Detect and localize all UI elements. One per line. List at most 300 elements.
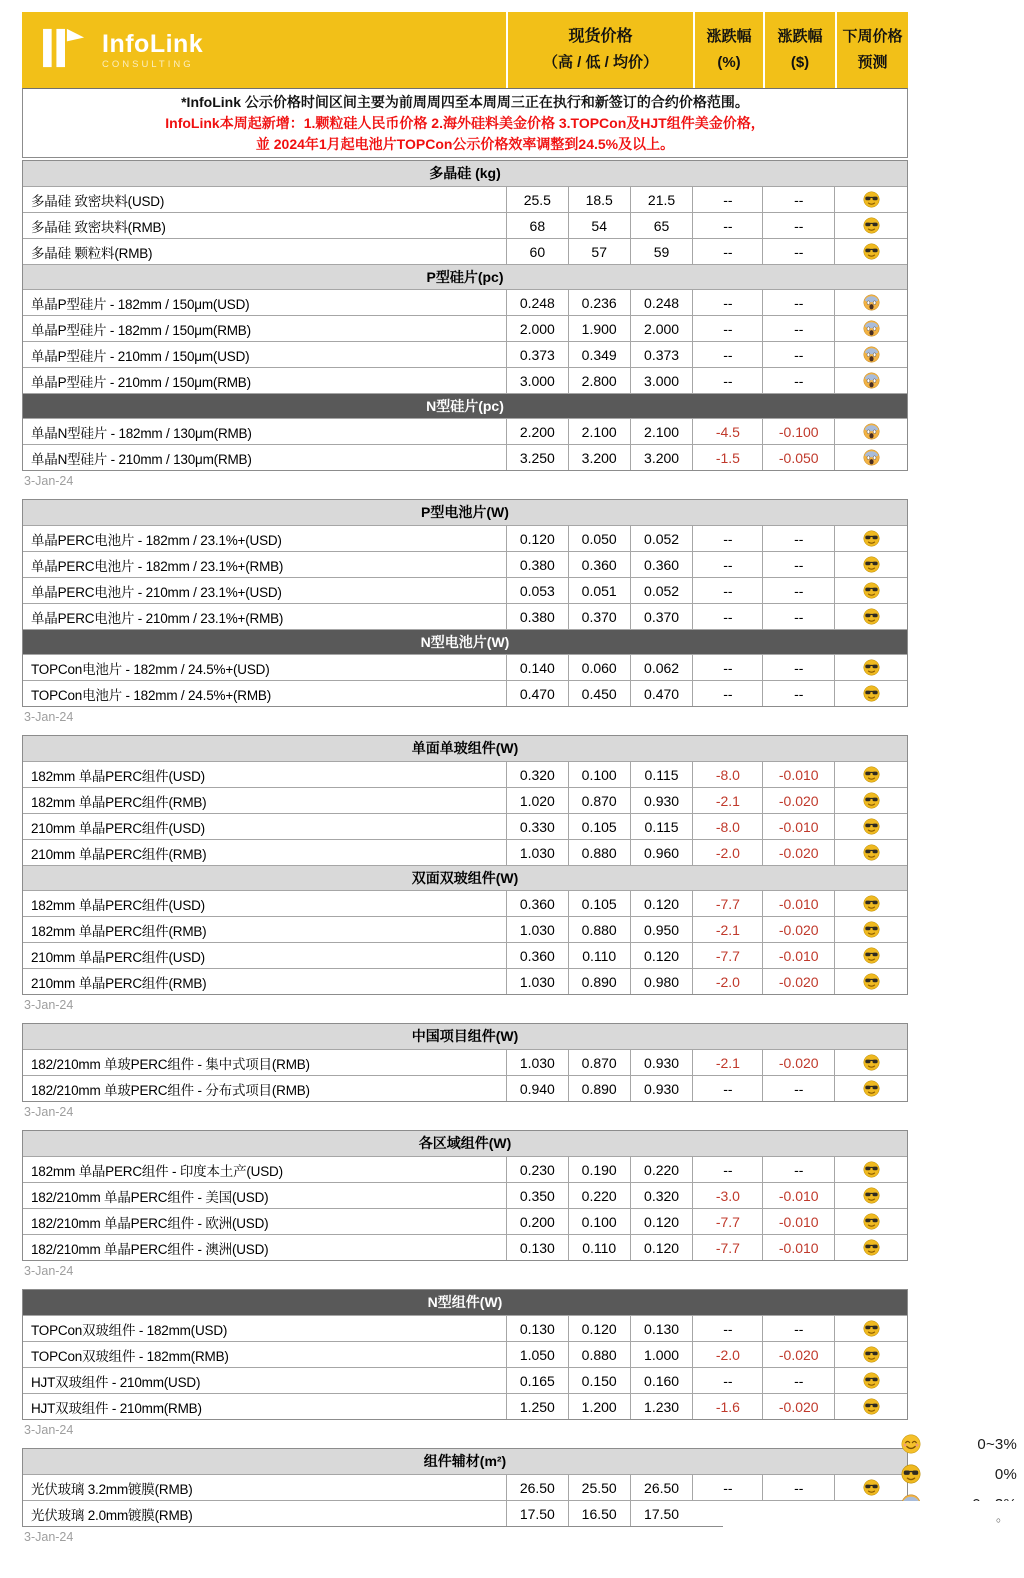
change-usd-cell: -0.010: [762, 1183, 834, 1208]
forecast-cell: [834, 604, 907, 629]
price-high-cell: 1.050: [506, 1342, 568, 1367]
product-label-cell: HJT双玻组件 - 210mm(RMB): [31, 1400, 202, 1416]
change-pct-cell: --: [692, 1368, 762, 1393]
product-label-cell: 单晶N型硅片 - 210mm / 130μm(RMB): [31, 451, 252, 467]
sunglasses-emoji-icon: [863, 530, 880, 547]
change-pct-cell: --: [692, 213, 762, 238]
price-low-cell: 0.880: [568, 840, 630, 865]
notice-line: 並 2024年1月起电池片TOPCon公示价格效率调整到24.5%及以上。: [255, 136, 675, 152]
price-avg-cell: 0.115: [630, 814, 693, 839]
product-label-cell: 单晶PERC电池片 - 210mm / 23.1%+(RMB): [31, 610, 284, 626]
table-row: [23, 212, 907, 238]
product-label-cell: HJT双玻组件 - 210mm(USD): [31, 1374, 201, 1390]
change-pct-cell: -8.0: [692, 814, 762, 839]
table-row: [23, 1049, 907, 1075]
change-usd-cell: -0.020: [762, 840, 834, 865]
price-avg-cell: 26.50: [630, 1475, 693, 1500]
product-label-cell: 210mm 单晶PERC组件(RMB): [31, 975, 207, 991]
price-avg-cell: 0.373: [630, 342, 693, 367]
change-usd-cell: --: [762, 578, 834, 603]
group-date-label: 3-Jan-24: [24, 1105, 74, 1119]
product-label-cell: 单晶PERC电池片 - 182mm / 23.1%+(RMB): [31, 558, 284, 574]
change-pct-cell: -2.0: [692, 840, 762, 865]
scream-emoji-icon: [863, 294, 880, 311]
change-usd-cell: -0.050: [762, 445, 834, 470]
price-high-cell: 0.165: [506, 1368, 568, 1393]
price-avg-cell: 0.470: [630, 681, 693, 706]
change-pct-cell: -2.1: [692, 1050, 762, 1075]
forecast-cell: [834, 840, 907, 865]
section-header: 单面单玻组件(W): [23, 736, 907, 761]
sunglasses-emoji-icon: [863, 766, 880, 783]
table-row: [23, 916, 907, 942]
price-avg-cell: 0.052: [630, 578, 693, 603]
forecast-cell: [834, 1394, 907, 1419]
group-date-label: 3-Jan-24: [24, 1530, 74, 1544]
forecast-cell: [834, 419, 907, 444]
product-label-cell: TOPCon双玻组件 - 182mm(RMB): [31, 1348, 229, 1364]
forecast-cell: [834, 1050, 907, 1075]
change-usd-cell: --: [762, 552, 834, 577]
price-high-cell: 0.053: [506, 578, 568, 603]
price-table-group: [22, 160, 908, 471]
change-usd-cell: --: [762, 1157, 834, 1182]
group-date-label: 3-Jan-24: [24, 474, 74, 488]
forecast-cell: [834, 1342, 907, 1367]
product-label-cell: 光伏玻璃 2.0mm镀膜(RMB): [31, 1507, 193, 1523]
price-avg-cell: 0.370: [630, 604, 693, 629]
price-high-cell: 0.248: [506, 290, 568, 315]
table-row: [23, 680, 907, 706]
watermark-dot: 。: [995, 1509, 1009, 1524]
change-usd-cell: --: [762, 526, 834, 551]
legend-label: 0%: [994, 1465, 1017, 1483]
table-row: [23, 341, 907, 367]
price-avg-cell: 0.120: [630, 1209, 693, 1234]
change-usd-cell: --: [762, 681, 834, 706]
price-avg-cell: 0.360: [630, 552, 693, 577]
forecast-cell: [834, 239, 907, 264]
price-low-cell: 2.800: [568, 368, 630, 393]
table-row: [23, 186, 907, 212]
price-avg-cell: 0.930: [630, 788, 693, 813]
sunglasses-emoji-icon: [863, 973, 880, 990]
price-avg-cell: 0.120: [630, 891, 693, 916]
price-low-cell: 0.060: [568, 655, 630, 680]
change-usd-cell: -0.020: [762, 788, 834, 813]
forecast-cell: [834, 917, 907, 942]
price-low-cell: 0.120: [568, 1316, 630, 1341]
price-high-cell: 0.940: [506, 1076, 568, 1101]
table-row: [23, 525, 907, 551]
product-label-cell: 单晶P型硅片 - 182mm / 150μm(USD): [31, 296, 250, 312]
forecast-cell: [834, 681, 907, 706]
price-low-cell: 0.100: [568, 1209, 630, 1234]
sunglasses-emoji-icon: [863, 608, 880, 625]
price-low-cell: 0.360: [568, 552, 630, 577]
change-pct-cell: -7.7: [692, 1235, 762, 1260]
legend-label: 0~3%: [977, 1435, 1017, 1453]
brand-name: InfoLink: [102, 29, 204, 58]
brand-logo: [22, 12, 506, 88]
sunglasses-emoji-icon: [863, 243, 880, 260]
price-low-cell: 1.200: [568, 1394, 630, 1419]
forecast-cell: [834, 1209, 907, 1234]
forecast-cell: [834, 1316, 907, 1341]
change-pct-cell: --: [692, 368, 762, 393]
price-avg-cell: 59: [630, 239, 693, 264]
change-usd-cell: -0.020: [762, 1050, 834, 1075]
forecast-cell: [834, 1235, 907, 1260]
sunglasses-emoji-icon: [863, 921, 880, 938]
section-header: N型组件(W): [23, 1290, 907, 1315]
change-pct-cell: --: [692, 1157, 762, 1182]
brand-subtitle: CONSULTING: [102, 58, 194, 70]
scream-emoji-icon: [863, 346, 880, 363]
scream-emoji-icon: [863, 372, 880, 389]
product-label-cell: 182mm 单晶PERC组件 - 印度本土产(USD): [31, 1163, 283, 1179]
change-pct-cell: -3.0: [692, 1183, 762, 1208]
price-avg-cell: 0.950: [630, 917, 693, 942]
forecast-cell: [834, 526, 907, 551]
price-high-cell: 0.200: [506, 1209, 568, 1234]
table-row: [23, 761, 907, 787]
product-label-cell: 多晶硅 致密块料(RMB): [31, 219, 166, 235]
price-high-cell: 60: [506, 239, 568, 264]
column-header-change-pct: 涨跌幅 (%): [693, 12, 763, 88]
price-avg-cell: 0.320: [630, 1183, 693, 1208]
change-pct-cell: --: [692, 316, 762, 341]
forecast-cell: [834, 762, 907, 787]
price-avg-cell: 0.115: [630, 762, 693, 787]
price-high-cell: 0.380: [506, 552, 568, 577]
price-high-cell: 0.330: [506, 814, 568, 839]
price-table-group: [22, 1448, 1009, 1527]
sunglasses-emoji-icon: [863, 947, 880, 964]
change-usd-cell: --: [762, 655, 834, 680]
price-high-cell: 0.320: [506, 762, 568, 787]
table-row: [23, 367, 907, 393]
table-row: [23, 603, 907, 629]
price-table-group: [22, 1023, 908, 1102]
product-label-cell: 182/210mm 单晶PERC组件 - 澳洲(USD): [31, 1241, 269, 1257]
price-high-cell: 26.50: [506, 1475, 568, 1500]
price-high-cell: 1.030: [506, 917, 568, 942]
price-avg-cell: 1.230: [630, 1394, 693, 1419]
price-low-cell: 25.50: [568, 1475, 630, 1500]
table-row: [23, 315, 907, 341]
price-low-cell: 0.220: [568, 1183, 630, 1208]
forecast-cell: [834, 788, 907, 813]
price-high-cell: 3.250: [506, 445, 568, 470]
change-pct-cell: -1.6: [692, 1394, 762, 1419]
price-avg-cell: 0.160: [630, 1368, 693, 1393]
price-avg-cell: 0.130: [630, 1316, 693, 1341]
price-avg-cell: 0.930: [630, 1076, 693, 1101]
price-avg-cell: 0.248: [630, 290, 693, 315]
change-pct-cell: -2.0: [692, 1342, 762, 1367]
price-avg-cell: 2.000: [630, 316, 693, 341]
price-low-cell: 0.880: [568, 917, 630, 942]
price-high-cell: 68: [506, 213, 568, 238]
product-label-cell: TOPCon电池片 - 182mm / 24.5%+(USD): [31, 661, 270, 677]
price-high-cell: 0.230: [506, 1157, 568, 1182]
sunglasses-emoji-icon: [901, 1464, 921, 1484]
price-low-cell: 16.50: [568, 1501, 630, 1526]
section-header: 各区域组件(W): [23, 1131, 907, 1156]
section-header: P型硅片(pc): [23, 264, 907, 289]
change-pct-cell: --: [692, 1316, 762, 1341]
price-low-cell: 0.890: [568, 1076, 630, 1101]
section-header: 组件辅材(m²): [23, 1449, 907, 1474]
sunglasses-emoji-icon: [863, 582, 880, 599]
price-high-cell: 1.030: [506, 969, 568, 994]
price-avg-cell: 0.980: [630, 969, 693, 994]
change-usd-cell: -0.010: [762, 943, 834, 968]
product-label-cell: TOPCon双玻组件 - 182mm(USD): [31, 1322, 228, 1338]
product-label-cell: 多晶硅 致密块料(USD): [31, 193, 165, 209]
price-low-cell: 0.050: [568, 526, 630, 551]
sunglasses-emoji-icon: [863, 1346, 880, 1363]
group-date-label: 3-Jan-24: [24, 998, 74, 1012]
price-high-cell: 0.120: [506, 526, 568, 551]
price-high-cell: 0.140: [506, 655, 568, 680]
price-high-cell: 1.030: [506, 1050, 568, 1075]
sunglasses-emoji-icon: [863, 556, 880, 573]
change-pct-cell: -7.7: [692, 943, 762, 968]
table-row: [23, 1156, 907, 1182]
price-low-cell: 0.349: [568, 342, 630, 367]
change-usd-cell: --: [762, 1368, 834, 1393]
price-high-cell: 0.360: [506, 891, 568, 916]
change-usd-cell: --: [762, 1316, 834, 1341]
change-pct-cell: --: [692, 290, 762, 315]
change-usd-cell: --: [762, 187, 834, 212]
change-pct-cell: -7.7: [692, 1209, 762, 1234]
price-low-cell: 0.236: [568, 290, 630, 315]
section-header: N型电池片(W): [23, 629, 907, 654]
table-row: [23, 839, 907, 865]
change-usd-cell: -0.010: [762, 891, 834, 916]
scream-emoji-icon: [863, 423, 880, 440]
change-pct-cell: -8.0: [692, 762, 762, 787]
price-low-cell: 0.110: [568, 943, 630, 968]
forecast-cell: [834, 342, 907, 367]
price-low-cell: 57: [568, 239, 630, 264]
sunglasses-emoji-icon: [863, 1398, 880, 1415]
section-header: 双面双玻组件(W): [23, 865, 907, 890]
price-high-cell: 0.360: [506, 943, 568, 968]
product-label-cell: 210mm 单晶PERC组件(USD): [31, 949, 205, 965]
table-row: [23, 238, 907, 264]
sunglasses-emoji-icon: [863, 1479, 880, 1496]
change-usd-cell: -0.100: [762, 419, 834, 444]
change-usd-cell: -0.020: [762, 1342, 834, 1367]
legend-item: [901, 1433, 1017, 1455]
forecast-cell: [834, 1076, 907, 1101]
section-header: P型电池片(W): [23, 500, 907, 525]
change-usd-cell: -0.020: [762, 1394, 834, 1419]
price-avg-cell: 3.200: [630, 445, 693, 470]
product-label-cell: 210mm 单晶PERC组件(RMB): [31, 846, 207, 862]
price-avg-cell: 1.000: [630, 1342, 693, 1367]
product-label-cell: 182/210mm 单玻PERC组件 - 分布式项目(RMB): [31, 1082, 310, 1098]
price-avg-cell: 3.000: [630, 368, 693, 393]
forecast-cell: [834, 445, 907, 470]
table-row: [23, 1341, 907, 1367]
product-label-cell: 光伏玻璃 3.2mm镀膜(RMB): [31, 1481, 193, 1497]
change-pct-cell: -2.0: [692, 969, 762, 994]
forecast-cell: [834, 1475, 907, 1500]
sunglasses-emoji-icon: [863, 792, 880, 809]
price-avg-cell: 0.960: [630, 840, 693, 865]
table-row: [23, 1393, 907, 1419]
price-sheet: [22, 12, 1009, 1555]
price-low-cell: 0.150: [568, 1368, 630, 1393]
price-high-cell: 0.130: [506, 1235, 568, 1260]
price-low-cell: 2.100: [568, 419, 630, 444]
forecast-cell: [834, 1157, 907, 1182]
price-low-cell: 0.880: [568, 1342, 630, 1367]
price-avg-cell: 0.062: [630, 655, 693, 680]
change-usd-cell: --: [762, 1475, 834, 1500]
forecast-cell: [834, 578, 907, 603]
change-pct-cell: -1.5: [692, 445, 762, 470]
price-high-cell: 0.470: [506, 681, 568, 706]
product-label-cell: 182/210mm 单晶PERC组件 - 美国(USD): [31, 1189, 269, 1205]
section-header: 中国项目组件(W): [23, 1024, 907, 1049]
legend-item: [901, 1463, 1017, 1485]
sunglasses-emoji-icon: [863, 1320, 880, 1337]
product-label-cell: 182mm 单晶PERC组件(USD): [31, 768, 205, 784]
change-usd-cell: -0.010: [762, 814, 834, 839]
change-usd-cell: --: [762, 316, 834, 341]
table-row: [23, 418, 907, 444]
column-header-forecast: 下周价格 预测: [835, 12, 908, 88]
change-pct-cell: -2.1: [692, 917, 762, 942]
forecast-cell: [834, 1368, 907, 1393]
change-pct-cell: --: [692, 239, 762, 264]
table-row: [23, 968, 907, 994]
change-pct-cell: --: [692, 552, 762, 577]
price-low-cell: 0.051: [568, 578, 630, 603]
change-pct-cell: --: [692, 187, 762, 212]
product-label-cell: 182/210mm 单晶PERC组件 - 欧洲(USD): [31, 1215, 269, 1231]
change-usd-cell: --: [762, 342, 834, 367]
change-pct-cell: --: [692, 681, 762, 706]
price-high-cell: 1.250: [506, 1394, 568, 1419]
section-header: 多晶硅 (kg): [23, 161, 907, 186]
change-pct-cell: -7.7: [692, 891, 762, 916]
price-avg-cell: 0.120: [630, 1235, 693, 1260]
price-avg-cell: 21.5: [630, 187, 693, 212]
scream-emoji-icon: [863, 449, 880, 466]
price-high-cell: 25.5: [506, 187, 568, 212]
table-row: [23, 289, 907, 315]
change-pct-cell: -4.5: [692, 419, 762, 444]
group-date-label: 3-Jan-24: [24, 1423, 74, 1437]
price-high-cell: 3.000: [506, 368, 568, 393]
sunglasses-emoji-icon: [863, 1054, 880, 1071]
forecast-cell: [834, 213, 907, 238]
change-usd-cell: --: [762, 239, 834, 264]
sunglasses-emoji-icon: [863, 1239, 880, 1256]
scream-emoji-icon: [863, 320, 880, 337]
sunglasses-emoji-icon: [863, 895, 880, 912]
price-avg-cell: 2.100: [630, 419, 693, 444]
sunglasses-emoji-icon: [863, 685, 880, 702]
forecast-cell: [834, 655, 907, 680]
price-low-cell: 0.370: [568, 604, 630, 629]
forecast-cell: [834, 1183, 907, 1208]
forecast-cell: [834, 943, 907, 968]
sunglasses-emoji-icon: [863, 217, 880, 234]
table-row: [23, 1474, 907, 1500]
table-row: [23, 444, 907, 470]
product-label-cell: 182mm 单晶PERC组件(RMB): [31, 794, 207, 810]
product-label-cell: 182mm 单晶PERC组件(RMB): [31, 923, 207, 939]
forecast-cell: [834, 969, 907, 994]
price-low-cell: 1.900: [568, 316, 630, 341]
table-row: [23, 654, 907, 680]
sunglasses-emoji-icon: [863, 659, 880, 676]
price-table-group: [22, 499, 908, 707]
price-low-cell: 0.190: [568, 1157, 630, 1182]
column-header-spot-price: 现货价格 （高 / 低 / 均价）: [506, 12, 693, 88]
change-usd-cell: -0.010: [762, 1209, 834, 1234]
price-table-group: [22, 1130, 908, 1261]
price-avg-cell: 17.50: [630, 1501, 693, 1526]
price-table-groups: [22, 160, 1009, 1544]
change-usd-cell: -0.020: [762, 969, 834, 994]
price-low-cell: 0.110: [568, 1235, 630, 1260]
change-usd-cell: --: [762, 604, 834, 629]
forecast-cell: [834, 891, 907, 916]
forecast-cell: [834, 316, 907, 341]
price-high-cell: 0.130: [506, 1316, 568, 1341]
change-usd-cell: --: [762, 368, 834, 393]
price-low-cell: 0.870: [568, 1050, 630, 1075]
table-row: [23, 1315, 907, 1341]
sunglasses-emoji-icon: [863, 1372, 880, 1389]
price-avg-cell: 0.120: [630, 943, 693, 968]
forecast-cell: [834, 814, 907, 839]
change-pct-cell: --: [692, 1076, 762, 1101]
price-low-cell: 0.105: [568, 814, 630, 839]
price-low-cell: 0.450: [568, 681, 630, 706]
product-label-cell: 182mm 单晶PERC组件(USD): [31, 897, 205, 913]
table-row: [23, 1208, 907, 1234]
product-label-cell: 单晶P型硅片 - 182mm / 150μm(RMB): [31, 322, 251, 338]
table-row: [23, 942, 907, 968]
table-header: [22, 12, 908, 88]
price-high-cell: 2.000: [506, 316, 568, 341]
price-high-cell: 0.350: [506, 1183, 568, 1208]
price-high-cell: 17.50: [506, 1501, 568, 1526]
sunglasses-emoji-icon: [863, 1187, 880, 1204]
table-row: [23, 1234, 907, 1260]
price-high-cell: 0.380: [506, 604, 568, 629]
sunglasses-emoji-icon: [863, 818, 880, 835]
price-high-cell: 0.373: [506, 342, 568, 367]
sunglasses-emoji-icon: [863, 191, 880, 208]
group-date-label: 3-Jan-24: [24, 710, 74, 724]
notice-line: *InfoLink 公示价格时间区间主要为前周周四至本周周三正在执行和新签订的合约价格范围。: [181, 94, 749, 110]
sunglasses-emoji-icon: [863, 1161, 880, 1178]
change-usd-cell: --: [762, 213, 834, 238]
product-label-cell: 单晶N型硅片 - 182mm / 130μm(RMB): [31, 425, 252, 441]
forecast-cell: [834, 290, 907, 315]
